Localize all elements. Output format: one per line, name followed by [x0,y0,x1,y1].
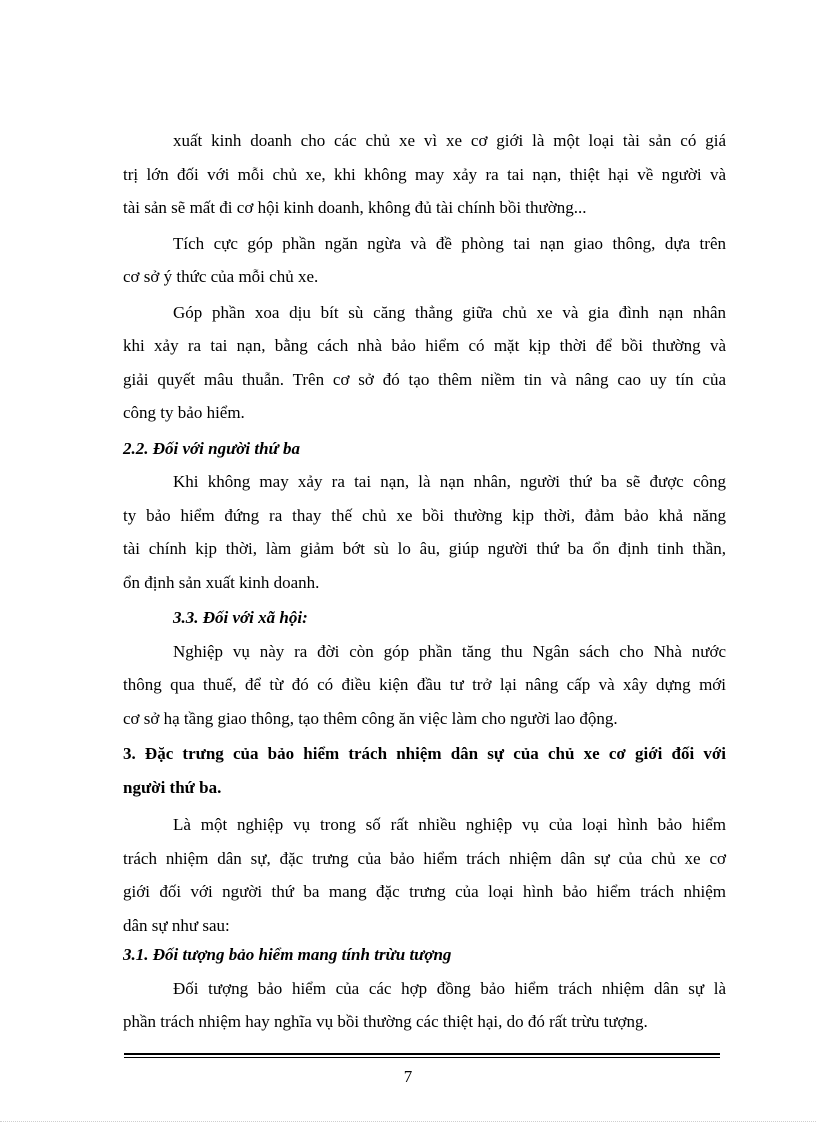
page-edge [0,1121,816,1122]
text-line: thông qua thuế, để từ đó có điều kiện đầu tư trở lại nâng cấp và xây dựng mới [123,675,726,694]
text-line: tài chính kịp thời, làm giảm bớt sù lo âu, giúp người thứ ba ổn định tinh thần, [123,539,726,558]
text-line: phần trách nhiệm hay nghĩa vụ bồi thường các thiệt hại, do đó rất trừu tượng. [123,1012,648,1031]
paragraph-5 [123,635,726,736]
text-line: xuất kinh doanh cho các chủ xe vì xe cơ giới là một loại tài sản có giá [173,131,726,150]
paragraph-4 [123,465,726,599]
footer-rule-thick [124,1053,720,1055]
heading-line: người thứ ba. [123,777,222,797]
paragraph-2 [123,227,726,294]
section-heading-2-2: 2.2. Đối với người thứ ba [123,438,300,458]
text-line: cơ sở ý thức của mỗi chủ xe. [123,267,319,286]
section-heading-3-1: 3.1. Đối tượng bảo hiểm mang tính trừu tượng [123,945,452,964]
text-line: dân sự như sau: [123,915,230,935]
text-line: trách nhiệm dân sự, đặc trưng của bảo hiểm trách nhiệm dân sự của chủ xe cơ [123,848,726,868]
section-heading-3 [123,737,726,804]
text-line: ổn định sản xuất kinh doanh. [123,572,320,592]
text-line: Nghiệp vụ này ra đời còn góp phần tăng thu Ngân sách cho Nhà nước [173,641,726,661]
text-line: tài sản sẽ mất đi cơ hội kinh doanh, không đủ tài chính bồi thường... [123,198,587,217]
heading-line: 3. Đặc trưng của bảo hiểm trách nhiệm dân sự của chủ xe cơ giới đối với [123,744,726,763]
page-number: 7 [403,1067,413,1086]
text-line: giải quyết mâu thuẫn. Trên cơ sở đó tạo thêm niềm tin và nâng cao uy tín của [123,369,726,389]
text-line: Đối tượng bảo hiểm của các hợp đồng bảo hiểm trách nhiệm dân sự là [173,978,726,998]
text-line: công ty bảo hiểm. [123,403,245,422]
text-line: trị lớn đối với mỗi chủ xe, khi không may xảy ra tai nạn, thiệt hại về người và [123,164,726,184]
text-line: Là một nghiệp vụ trong số rất nhiều nghiệp vụ của loại hình bảo hiểm [173,815,726,834]
paragraph-3 [123,296,726,430]
paragraph-1 [123,124,726,225]
paragraph-6 [123,808,726,942]
text-line: khi xảy ra tai nạn, bằng cách nhà bảo hiểm có mặt kịp thời để bồi thường và [123,336,726,355]
text-line: Khi không may xảy ra tai nạn, là nạn nhân, người thứ ba sẽ được công [173,472,726,491]
text-line: ty bảo hiểm đứng ra thay thế chủ xe bồi thường kịp thời, đảm bảo khả năng [123,505,726,525]
section-heading-3-3: 3.3. Đối với xã hội: [173,608,308,627]
footer-rule-thin [124,1057,720,1058]
text-line: cơ sở hạ tầng giao thông, tạo thêm công ăn việc làm cho người lao động. [123,708,618,728]
text-line: Góp phần xoa dịu bít sù căng thẳng giữa chủ xe và gia đình nạn nhân [173,302,726,322]
paragraph-7 [123,972,726,1039]
page-content [123,124,726,1039]
text-line: giới đối với người thứ ba mang đặc trưng của loại hình bảo hiểm trách nhiệm [123,882,726,901]
text-line: Tích cực góp phần ngăn ngừa và đề phòng tai nạn giao thông, dựa trên [173,233,726,253]
